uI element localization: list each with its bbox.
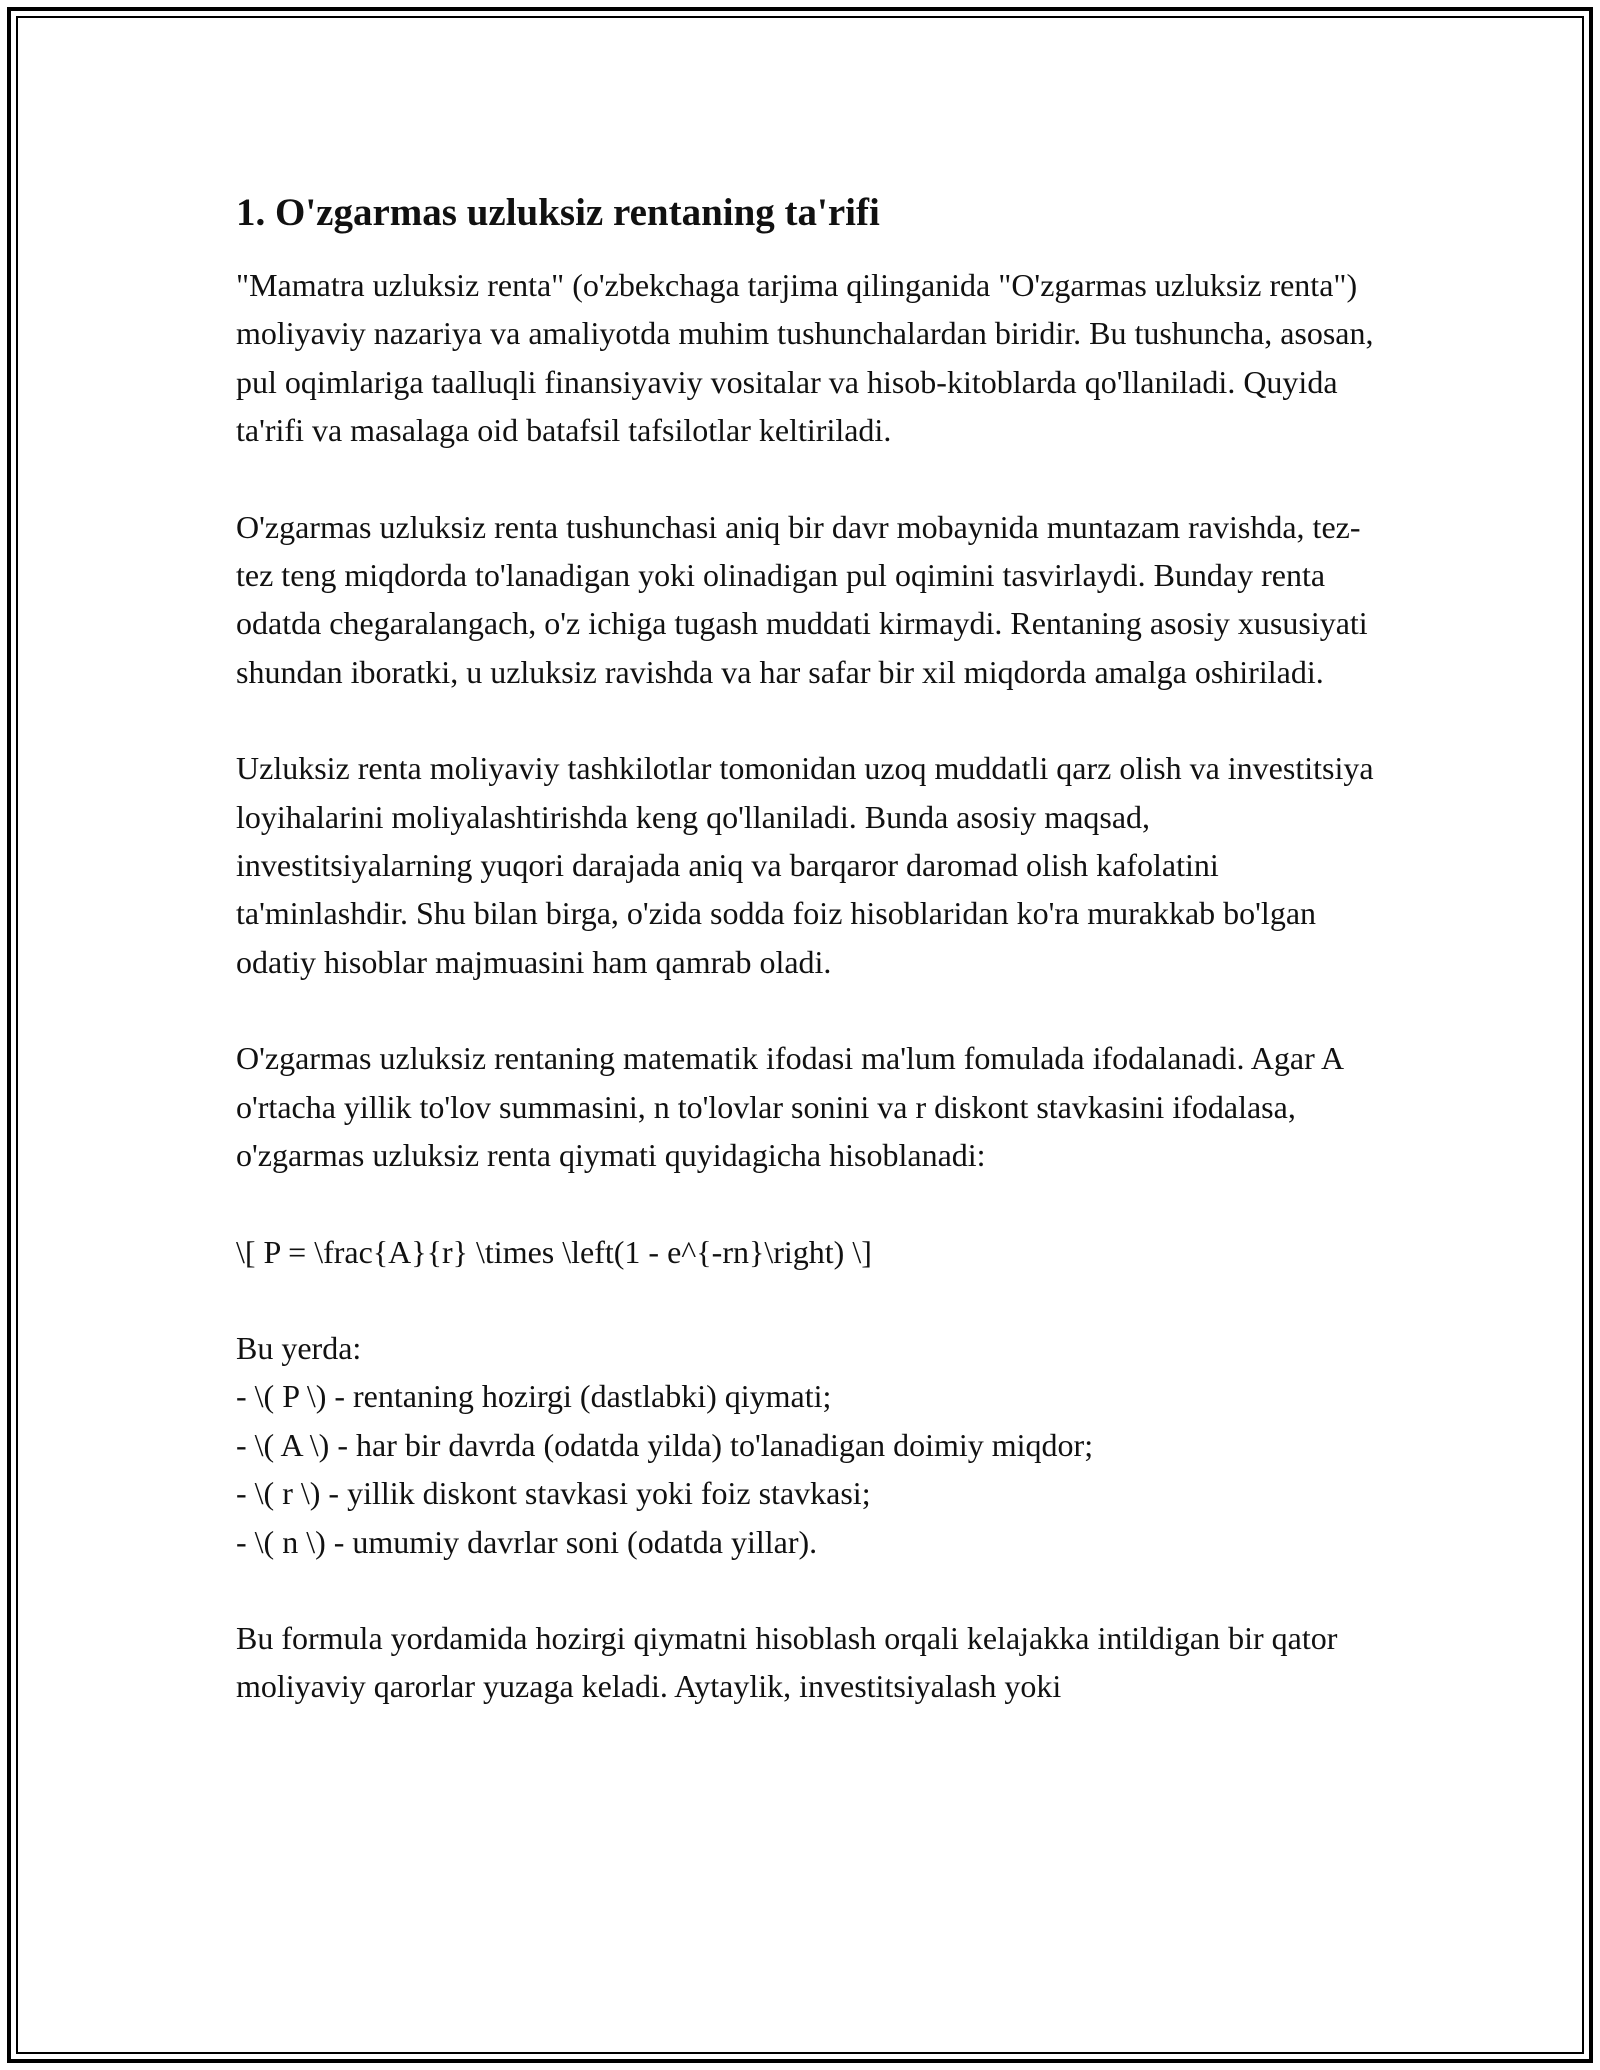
definition-item: - \( n \) - umumiy davrlar soni (odatda yillar). (236, 1523, 818, 1560)
definitions-list (236, 1324, 1376, 1566)
definitions-intro: Bu yerda: (236, 1329, 362, 1366)
definition-item: - \( r \) - yillik diskont stavkasi yoki foiz stavkasi; (236, 1475, 871, 1512)
paragraph-formula-intro: O'zgarmas uzluksiz rentaning matematik ifodasi ma'lum fomulada ifodalanadi. Agar A o'rtacha yillik to'lov summasini, n to'lovlar sonini va r diskont stavkasini ifodalasa, o'zgarmas uzluksiz renta qiymati quyidagicha hisoblanadi: (236, 1040, 1343, 1174)
section-heading: 1. O'zgarmas uzluksiz rentaning ta'rifi (236, 191, 880, 234)
paragraph-closing: Bu formula yordamida hozirgi qiymatni hisoblash orqali kelajakka intildigan bir qator moliyaviy qarorlar yuzaga keladi. Aytaylik, investitsiyalash yoki (236, 1619, 1338, 1705)
definition-item: - \( A \) - har bir davrda (odatda yilda) to'lanadigan doimiy miqdor; (236, 1426, 1094, 1463)
paragraph-usage: Uzluksiz renta moliyaviy tashkilotlar tomonidan uzoq muddatli qarz olish va investitsiya loyihalarini moliyalashtirishda keng qo'llaniladi. Bunda asosiy maqsad, investitsiyalarning yuqori darajada aniq va barqaror daromad olish kafolatini ta'minlashdir. Shu bilan birga, o'zida sodda foiz hisoblaridan ko'ra murakkab bo'lgan odatiy hisoblar majmuasini ham qamrab oladi. (236, 750, 1374, 980)
paragraph-concept: O'zgarmas uzluksiz renta tushunchasi aniq bir davr mobaynida muntazam ravishda, tez-tez teng miqdorda to'lanadigan yoki olinadigan pul oqimini tasvirlaydi. Bunday renta odatda chegaralangach, o'z ichiga tugash muddati kirmaydi. Rentaning asosiy xususiyati shundan iboratki, u uzluksiz ravishda va har safar bir xil miqdorda amalga oshiriladi. (236, 508, 1368, 690)
definition-item: - \( P \) - rentaning hozirgi (dastlabki) qiymati; (236, 1378, 832, 1415)
formula: \[ P = \frac{A}{r} \times \left(1 - e^{-rn}\right) \] (236, 1233, 872, 1270)
document-body (236, 185, 1376, 1759)
paragraph-intro: "Mamatra uzluksiz renta" (o'zbekchaga tarjima qilinganida "O'zgarmas uzluksiz renta") moliyaviy nazariya va amaliyotda muhim tushunchalardan biridir. Bu tushuncha, asosan, pul oqimlariga taalluqli finansiyaviy vositalar va hisob-kitoblarda qo'llaniladi. Quyida ta'rifi va masalaga oid batafsil tafsilotlar keltiriladi. (236, 267, 1374, 449)
